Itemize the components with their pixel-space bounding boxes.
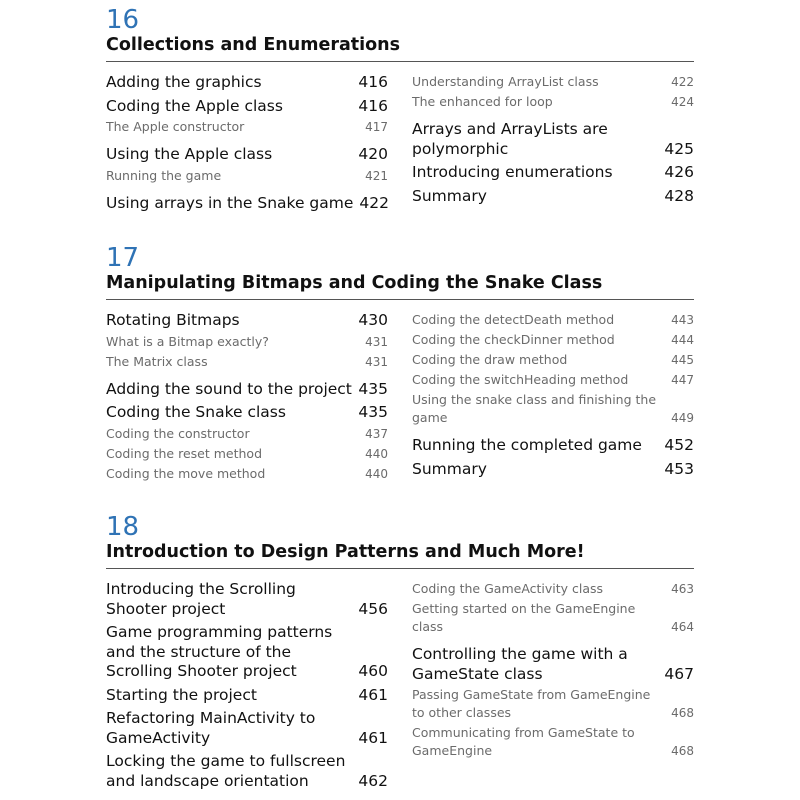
toc-subentry[interactable]: Understanding ArrayList class 422 <box>412 74 694 89</box>
toc-subentry[interactable]: Coding the move method 440 <box>106 465 388 481</box>
toc-entry[interactable]: Refactoring MainActivity to GameActivity 461 <box>106 709 388 747</box>
toc-subentry[interactable]: The Apple constructor 417 <box>106 119 388 134</box>
toc-subentry[interactable]: Coding the draw method 445 <box>412 352 694 367</box>
chapter-title: Manipulating Bitmaps and Coding the Snake Class <box>106 272 694 300</box>
toc-subentry[interactable]: Running the game 421 <box>106 167 388 183</box>
chapter-16 <box>106 6 694 223</box>
toc-subentry[interactable]: Coding the constructor 437 <box>106 425 388 441</box>
toc-entry[interactable]: Controlling the game with a GameState class 467 <box>412 645 694 683</box>
toc-entry[interactable]: Locking the game to fullscreen and landscape orientation 462 <box>106 752 388 790</box>
chapter-number: 16 <box>106 5 140 35</box>
chapter-number: 18 <box>106 512 140 542</box>
toc-subentry[interactable]: Coding the checkDinner method 444 <box>412 332 694 347</box>
toc-entry[interactable]: Starting the project 461 <box>106 685 388 704</box>
toc-subentry[interactable]: Coding the GameActivity class 463 <box>412 581 694 596</box>
toc-entry[interactable]: Using arrays in the Snake game 422 <box>106 193 389 212</box>
toc-subentry[interactable]: The Matrix class 431 <box>106 353 388 369</box>
toc-entry[interactable]: Rotating Bitmaps 430 <box>106 311 388 329</box>
toc-entry[interactable]: Coding the Snake class 435 <box>106 403 388 421</box>
chapter-number: 17 <box>106 243 140 273</box>
toc-entry[interactable]: Game programming patterns and the structure of the Scrolling Shooter project 460 <box>106 623 388 680</box>
toc-column-left <box>106 311 388 483</box>
toc-subentry[interactable]: Coding the reset method 440 <box>106 445 388 461</box>
toc-column-right <box>412 580 694 760</box>
toc-subentry[interactable]: Coding the switchHeading method 447 <box>412 372 694 387</box>
toc-entry[interactable]: Summary 428 <box>412 186 694 205</box>
toc-column-left <box>106 580 388 791</box>
toc-entry[interactable]: Arrays and ArrayLists are polymorphic 425 <box>412 120 694 158</box>
toc-subentry[interactable]: Using the snake class and finishing the game 449 <box>412 392 694 425</box>
toc-entry[interactable]: Coding the Apple class 416 <box>106 96 388 115</box>
toc-entry[interactable]: Introducing enumerations 426 <box>412 163 694 181</box>
toc-entry[interactable]: Using the Apple class 420 <box>106 145 388 163</box>
chapter-title: Introduction to Design Patterns and Much More! <box>106 541 694 569</box>
toc-entry[interactable]: Running the completed game 452 <box>412 436 694 454</box>
chapter-title: Collections and Enumerations <box>106 34 694 62</box>
toc-subentry[interactable]: Passing GameState from GameEngine to other classes 468 <box>412 687 694 720</box>
toc-column-right <box>412 73 694 206</box>
toc-column-right <box>412 311 694 479</box>
toc-entry[interactable]: Introducing the Scrolling Shooter project 456 <box>106 580 388 618</box>
toc-column-left <box>106 73 388 213</box>
toc-subentry[interactable]: Coding the detectDeath method 443 <box>412 312 694 327</box>
toc-subentry[interactable]: The enhanced for loop 424 <box>412 94 694 109</box>
chapter-18 <box>106 513 694 800</box>
toc-subentry[interactable]: What is a Bitmap exactly? 431 <box>106 333 388 349</box>
chapter-17 <box>106 244 694 491</box>
toc-entry[interactable]: Adding the graphics 416 <box>106 73 388 91</box>
toc-entry[interactable]: Summary 453 <box>412 459 694 478</box>
toc-entry[interactable]: Adding the sound to the project 435 <box>106 379 388 398</box>
toc-subentry[interactable]: Communicating from GameState to GameEngine 468 <box>412 725 694 758</box>
toc-subentry[interactable]: Getting started on the GameEngine class 464 <box>412 601 694 634</box>
